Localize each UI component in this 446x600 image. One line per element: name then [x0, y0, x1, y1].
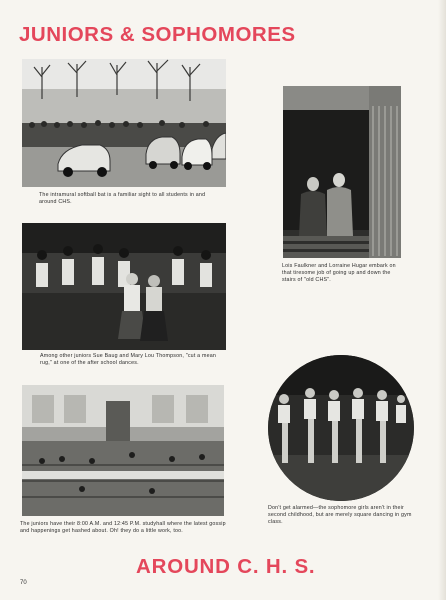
- caption-studyhall: The juniors have their 8:00 A.M. and 12:45 P.M. studyhall where the latest gossip and happenings get hashed about. Oh! they do a little work, too.: [20, 521, 226, 534]
- caption-dance: Among other juniors Sue Baug and Mary Lou Thompson, "cut a mean rug," at one of the after school dances.: [40, 353, 217, 366]
- photo-stairs: [283, 86, 401, 258]
- photo-studyhall: [22, 385, 224, 516]
- photo-square-dance: [268, 355, 414, 501]
- footer-title: AROUND C. H. S.: [136, 555, 316, 578]
- page-edge: [438, 0, 446, 600]
- photo-softball-field: [22, 59, 226, 187]
- caption-softball: The intramural softball bat is a familiar sight to all students in and around CHS.: [39, 192, 206, 205]
- page-title: JUNIORS & SOPHOMORES: [19, 23, 296, 46]
- photo-dance: [22, 223, 226, 350]
- page-number: 70: [20, 580, 27, 586]
- caption-square-dance: Don't get alarmed—the sophomore girls aren't in their second childhood, but are merely square dancing in gym class.: [268, 505, 412, 525]
- caption-stairs: Lois Faulkner and Lorraine Hugar embark on that tiresome job of going up and down the stairs of "old CHS".: [282, 263, 396, 283]
